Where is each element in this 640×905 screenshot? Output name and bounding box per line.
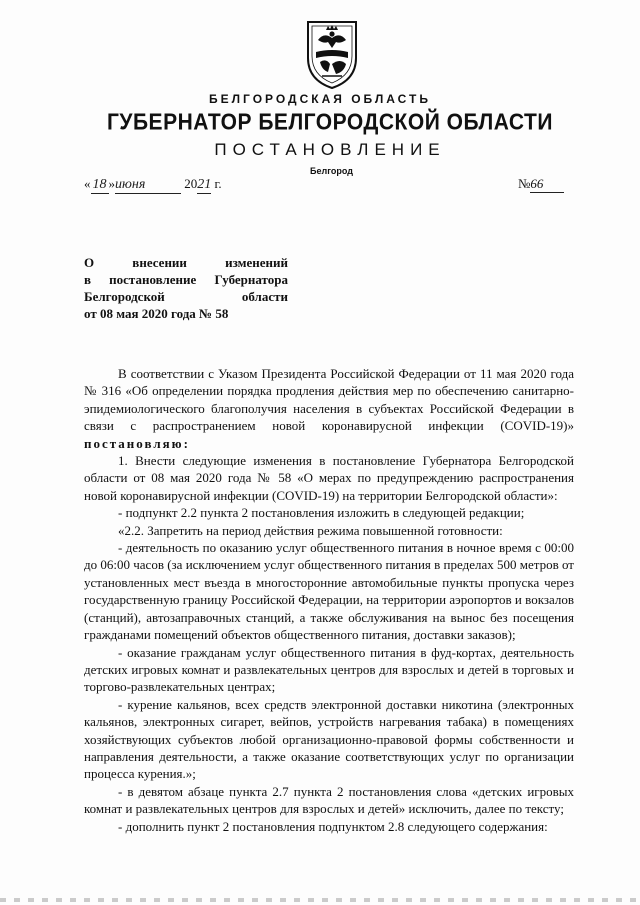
number-value: 66 [530, 176, 564, 193]
date-year-suffix: 21 [197, 177, 212, 192]
body-paragraph: - в девятом абзаце пункта 2.7 пункта 2 постановления слова «детских игровых комнат и развлекательных центров для взрослых и детей» исключить, далее по тексту; [84, 783, 574, 817]
body-paragraph: - подпункт 2.2 пункта 2 постановления изложить в следующей редакции; [118, 505, 525, 521]
body-paragraph: 1. Внести следующие изменения в постановление Губернатора Белгородской области от 08 мая 2020 года № 58 «О мерах по предупреждению распространения новой коронавирусной инфекции (COVID-19) на территории Белгородской области»: [84, 453, 574, 503]
subject-line-1: О внесении изменений [84, 255, 288, 270]
body-paragraph: «2.2. Запретить на период действия режима повышенной готовности: [118, 522, 503, 538]
number-prefix: № [518, 176, 531, 191]
date-month: июня [115, 177, 181, 194]
date-year-prefix: 20 [184, 176, 198, 191]
subject-line-2: в постановление Губернатора [84, 272, 288, 287]
resolve-word: постановляю: [84, 435, 190, 451]
body-paragraph: - оказание гражданам услуг общественного питания в фуд-кортах, деятельность детских игровых комнат и развлекательных центров для взрослых и детей в торговых и торгово-развлекательных центрах; [84, 644, 574, 695]
date-open-quote: « [84, 176, 91, 191]
date-day: 18 [92, 177, 107, 192]
city-label: Белгород [310, 166, 353, 176]
decree-body [84, 365, 574, 835]
body-paragraph: - дополнить пункт 2 постановления подпунктом 2.8 следующего содержания: [118, 818, 548, 834]
belgorod-coat-of-arms-icon [304, 18, 360, 90]
preamble-paragraph [84, 365, 574, 452]
subject-line-3: Белгородской области [84, 289, 288, 304]
body-paragraph: - деятельность по оказанию услуг общественного питания в ночное время с 00:00 до 06:00 часов (за исключением услуг общественного питания в пределах 500 метров от установленных мест въезда в многосторонние автомобильные пункты пропуска через государственную границу Российской Федерации, на территории аэропортов и вокзалов (станций), автозаправочных станций, а также обслуживания на вынос без посещения гражданами помещений объектов общественного питания, доставки заказов); [84, 540, 574, 643]
scan-edge-artifact [0, 898, 640, 902]
body-paragraph: - курение кальянов, всех средств электронной доставки никотина (электронных кальянов, электронных сигарет, вейпов, устройств нагревания табака) в помещениях хозяйствующих субъектов любой организационно-правовой формы собственности и направления деятельности, а также оказание соответствующих услуг по организации процесса курения.»; [84, 696, 574, 782]
decree-number [518, 176, 564, 193]
date-year-abbr: г. [214, 176, 222, 191]
date-close-quote: » [108, 176, 115, 191]
decree-subject [84, 254, 288, 322]
decree-date [84, 176, 222, 194]
document-type: ПОСТАНОВЛЕНИЕ [214, 140, 446, 159]
region-title: БЕЛГОРОДСКАЯ ОБЛАСТЬ [209, 92, 431, 106]
preamble-text: В соответствии с Указом Президента Российской Федерации от 11 мая 2020 года № 316 «Об определении порядка продления действия мер по обеспечению санитарно-эпидемиологического благополучия населения в субъектах Российской Федерации в связи с распространением новой коронавирусной инфекции (COVID-19)» [84, 366, 574, 434]
authority-title: ГУБЕРНАТОР БЕЛГОРОДСКОЙ ОБЛАСТИ [107, 109, 553, 136]
subject-line-4: от 08 мая 2020 года № 58 [84, 306, 229, 321]
